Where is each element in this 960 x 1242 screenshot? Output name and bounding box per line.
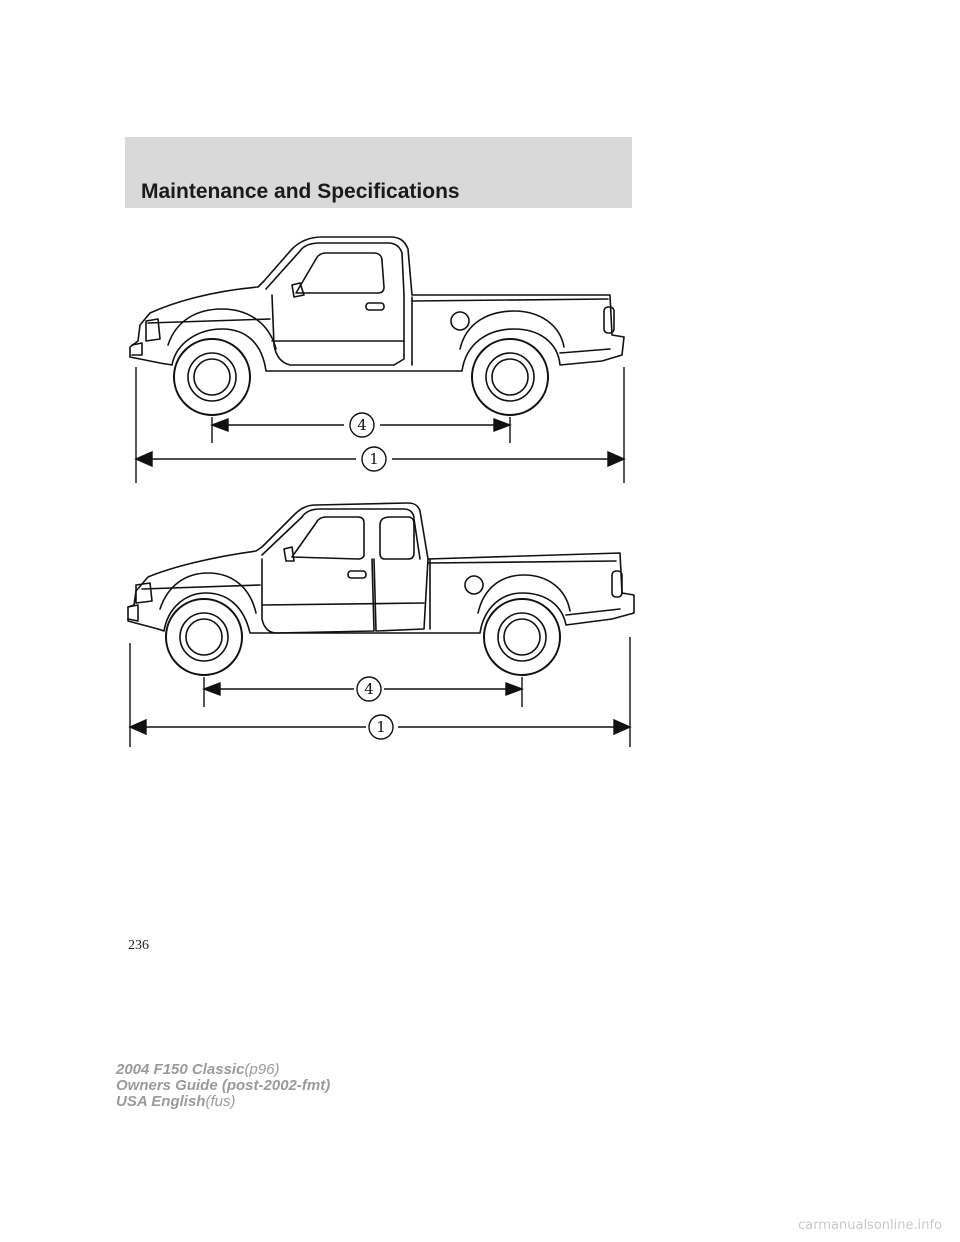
- overall-length-arrow-left: [130, 720, 146, 734]
- pickup-truck-extended-cab-icon: [128, 503, 634, 675]
- section-title: Maintenance and Specifications: [141, 180, 460, 203]
- footer-model: 2004 F150 Classic: [116, 1061, 245, 1078]
- footer-language: USA English: [116, 1093, 206, 1110]
- overall-length-arrow-left: [136, 452, 152, 466]
- wheelbase-arrow-right: [506, 683, 522, 695]
- pickup-truck-regular-cab-icon: [130, 237, 624, 415]
- wheelbase-arrow-left: [212, 419, 228, 431]
- footer-line-guide: [116, 1078, 330, 1094]
- watermark: carmanualsonline.info: [798, 1218, 942, 1233]
- wheelbase-arrow-left: [204, 683, 220, 695]
- extended-cab-diagram: [0, 495, 960, 755]
- regular-cab-dimension-figure: [0, 225, 960, 495]
- footer-line-model: [116, 1062, 330, 1078]
- document-footer: [116, 1062, 330, 1110]
- overall-length-callout: 1: [376, 718, 386, 736]
- footer-model-code: (p96): [244, 1061, 280, 1078]
- footer-language-code: (fus): [205, 1093, 236, 1110]
- wheelbase-callout: 4: [364, 680, 374, 698]
- footer-line-language: [116, 1094, 330, 1110]
- dimension-lines: [136, 367, 624, 483]
- wheelbase-callout: 4: [357, 416, 367, 434]
- overall-length-callout: 1: [369, 450, 379, 468]
- footer-guide: Owners Guide (post-2002-fmt): [116, 1077, 331, 1094]
- page-number: 236: [128, 938, 149, 953]
- overall-length-arrow-right: [608, 452, 624, 466]
- extended-cab-dimension-figure: [0, 495, 960, 755]
- wheelbase-arrow-right: [494, 419, 510, 431]
- overall-length-arrow-right: [614, 720, 630, 734]
- regular-cab-diagram: [0, 225, 960, 495]
